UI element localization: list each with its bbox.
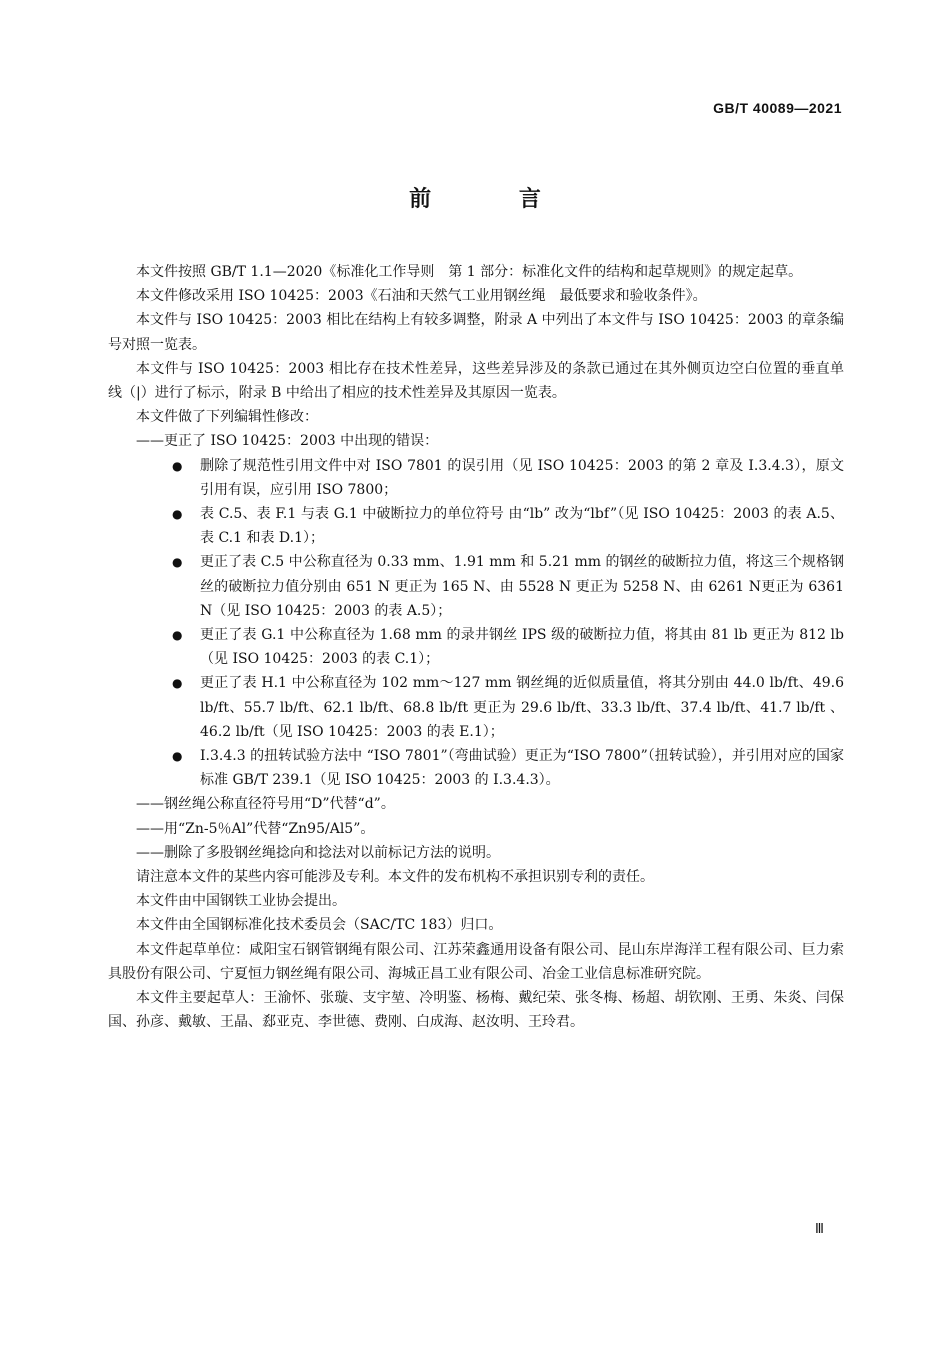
paragraph: 本文件与 ISO 10425：2003 相比在结构上有较多调整，附录 A 中列出了本文件与 ISO 10425：2003 的章条编号对照一览表。 xyxy=(108,312,844,353)
list-item xyxy=(108,550,844,623)
bullet-icon: ● xyxy=(172,458,183,473)
standard-code: GB/T 40089—2021 xyxy=(713,100,842,116)
paragraph: 本文件按照 GB/T 1.1—2020《标准化工作导则 第 1 部分：标准化文件的结构和起草规则》的规定起草。 xyxy=(136,264,803,280)
paragraph: 请注意本文件的某些内容可能涉及专利。本文件的发布机构不承担识别专利的责任。 xyxy=(136,869,654,886)
list-item xyxy=(108,502,844,550)
paragraph: 本文件起草单位：咸阳宝石钢管钢绳有限公司、江苏荣鑫通用设备有限公司、昆山东岸海洋工程有限公司、巨力索具股份有限公司、宁夏恒力钢丝绳有限公司、海城正昌工业有限公司、冶金工业信息标准研究院。 xyxy=(108,941,844,982)
list-item xyxy=(108,623,844,671)
bullet-icon: ● xyxy=(172,628,183,643)
page-number: Ⅲ xyxy=(815,1222,824,1237)
dash-item: ——用“Zn-5％Al”代替“Zn95/Al5”。 xyxy=(136,820,375,837)
paragraph: 本文件修改采用 ISO 10425：2003《石油和天然气工业用钢丝绳 最低要求和验收条件》。 xyxy=(136,288,707,305)
list-item-text: 表 C.5、表 F.1 与表 G.1 中破断拉力的单位符号 由“lb” 改为“lbf”（见 ISO 10425：2003 的表 A.5、表 C.1 和表 D.1）； xyxy=(200,506,844,547)
list-item-text: 更正了表 H.1 中公称直径为 102 mm～127 mm 钢丝绳的近似质量值，将其分别由 44.0 lb/ft、49.6 lb/ft、55.7 lb/ft、62.1 lb/ft、68.8 lb/ft 更正为 29.6 lb/ft、33.3 lb/ft、37.4 lb/ft、41.7 lb/ft 、46.2 lb/ft（见 ISO 10425：2003 的表 E.1）； xyxy=(200,675,844,740)
dash-item: ——更正了 ISO 10425：2003 中出现的错误： xyxy=(136,433,439,450)
list-item-text: 更正了表 C.5 中公称直径为 0.33 mm、1.91 mm 和 5.21 mm 的钢丝的破断拉力值，将这三个规格钢丝的破断拉力值分别由 651 N 更正为 165 N、由 5528 N 更正为 5258 N、由 6261 N更正为 6361 N（见 ISO 10425：2003 的表 A.5）； xyxy=(200,554,844,619)
list-item-text: 更正了表 G.1 中公称直径为 1.68 mm 的录井钢丝 IPS 级的破断拉力值，将其由 81 lb 更正为 812 lb（见 ISO 10425：2003 的表 C.1）； xyxy=(200,627,844,668)
list-item-text: I.3.4.3 的扭转试验方法中 “ISO 7801”（弯曲试验）更正为“ISO 7800”（扭转试验），并引用对应的国家标准 GB/T 239.1（见 ISO 10425：2003 的 I.3.4.3）。 xyxy=(200,748,844,789)
list-item xyxy=(108,744,844,792)
bullet-icon: ● xyxy=(172,749,183,764)
paragraph: 本文件由全国钢标准化技术委员会（SAC/TC 183）归口。 xyxy=(136,917,503,934)
bullet-icon: ● xyxy=(172,676,183,691)
dash-item: ——钢丝绳公称直径符号用“D”代替“d”。 xyxy=(136,796,395,813)
dash-item: ——删除了多股钢丝绳捻向和捻法对以前标记方法的说明。 xyxy=(136,844,500,861)
preface-content xyxy=(108,260,844,1035)
bullet-icon: ● xyxy=(172,555,183,570)
paragraph: 本文件与 ISO 10425：2003 相比存在技术性差异，这些差异涉及的条款已通过在其外侧页边空白位置的垂直单线（|）进行了标示，附录 B 中给出了相应的技术性差异及其原因一览表。 xyxy=(108,360,844,402)
list-item xyxy=(108,454,844,502)
paragraph: 本文件主要起草人：王渝怀、张璇、支宇堃、冷明鉴、杨梅、戴纪荣、张冬梅、杨超、胡钦刚、王勇、朱炎、闫保国、孙彦、戴敏、王晶、郄亚克、李世德、费刚、白成海、赵汝明、王玲君。 xyxy=(108,990,844,1031)
paragraph: 本文件由中国钢铁工业协会提出。 xyxy=(136,893,346,910)
bullet-list xyxy=(108,454,844,793)
list-item xyxy=(108,671,844,744)
paragraph: 本文件做了下列编辑性修改： xyxy=(136,409,318,426)
page-title: 前 言 xyxy=(409,187,581,212)
bullet-icon: ● xyxy=(172,507,183,522)
list-item-text: 删除了规范性引用文件中对 ISO 7801 的误引用（见 ISO 10425：2003 的第 2 章及 I.3.4.3），原文引用有误，应引用 ISO 7800； xyxy=(200,457,844,498)
